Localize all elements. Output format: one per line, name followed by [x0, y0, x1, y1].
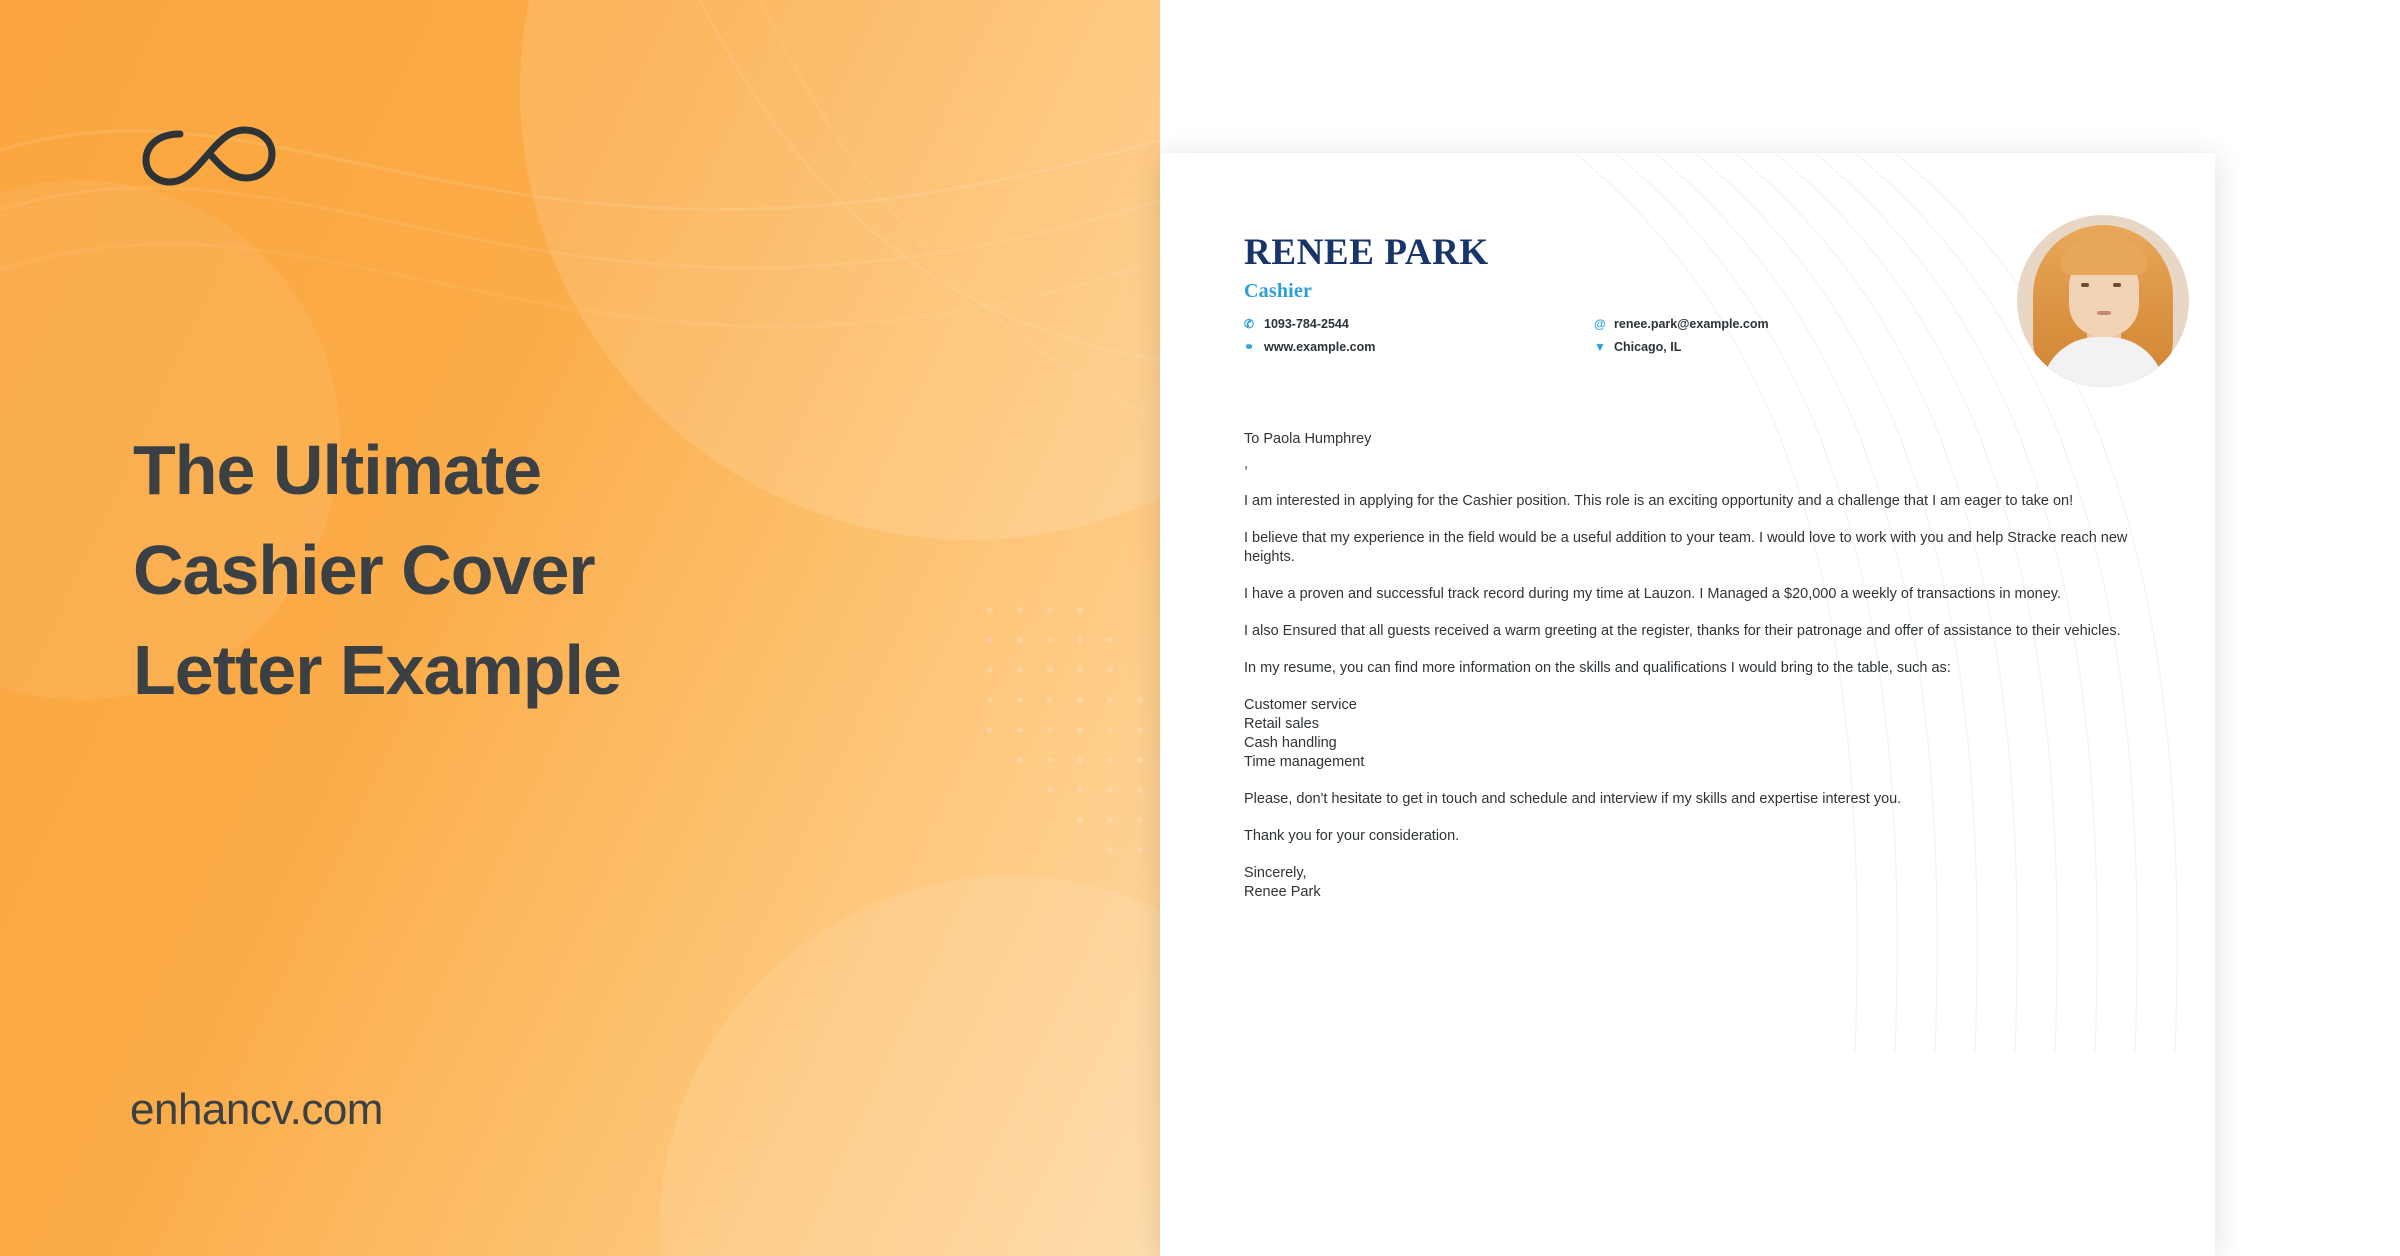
promo-panel: [0, 0, 1160, 1256]
salutation-comma: ,: [1244, 456, 1249, 472]
candidate-role: Cashier: [1244, 280, 1313, 302]
location-pin-icon: ▼: [1594, 340, 1606, 354]
headline-line-1: The Ultimate: [133, 431, 542, 509]
page-title: [133, 420, 893, 720]
closing-paragraph-2: Thank you for your consideration.: [1244, 828, 1460, 844]
closing-paragraph-1: Please, don't hesitate to get in touch and schedule and interview if my skills and expertise interest you.: [1244, 791, 1902, 807]
skill-item: Retail sales: [1244, 716, 1319, 732]
dot-grid-pattern: [980, 600, 1160, 1020]
salutation: To Paola Humphrey: [1244, 431, 1372, 447]
email-icon: @: [1594, 317, 1606, 331]
letter-body: [1244, 430, 2134, 902]
infinity-heart-logo-icon: [136, 120, 286, 190]
contact-email-value: renee.park@example.com: [1614, 317, 1769, 331]
candidate-name: RENEE PARK: [1244, 232, 1489, 273]
link-icon: ⚭: [1244, 340, 1255, 354]
letter-content: [1244, 232, 2134, 902]
skills-list: [1244, 696, 2134, 772]
paragraph-1: I am interested in applying for the Cashier position. This role is an exciting opportunity and a challenge that I am eager to take on!: [1244, 493, 2074, 509]
phone-icon: ✆: [1244, 317, 1255, 331]
skill-item: Cash handling: [1244, 735, 1337, 751]
paragraph-4: I also Ensured that all guests received a warm greeting at the register, thanks for their patronage and offer of assistance to their vehicles.: [1244, 623, 2121, 639]
signature-name: Renee Park: [1244, 884, 1321, 900]
paragraph-3: I have a proven and successful track record during my time at Lauzon. I Managed a $20,000 a weekly of transactions in money.: [1244, 586, 2062, 602]
cover-letter-document: [1160, 153, 2215, 1256]
contact-phone[interactable]: [1244, 317, 1594, 331]
contact-email[interactable]: [1594, 317, 1864, 331]
contact-phone-value: 1093-784-2544: [1264, 317, 1349, 331]
contact-location[interactable]: [1594, 340, 1864, 354]
contact-details: [1244, 317, 1864, 354]
headline-line-2: Cashier Cover: [133, 531, 595, 609]
signoff: Sincerely,: [1244, 865, 1307, 881]
headline-line-3: Letter Example: [133, 631, 621, 709]
paragraph-2: I believe that my experience in the field would be a useful addition to your team. I would love to work with you and help Stracke reach new heights.: [1244, 530, 2128, 565]
paragraph-5: In my resume, you can find more information on the skills and qualifications I would bring to the table, such as:: [1244, 660, 1951, 676]
contact-location-value: Chicago, IL: [1614, 340, 1682, 354]
skill-item: Time management: [1244, 754, 1365, 770]
contact-website-value: www.example.com: [1264, 340, 1376, 354]
website-label: enhancv.com: [130, 1085, 383, 1134]
contact-website[interactable]: [1244, 340, 1594, 354]
skill-item: Customer service: [1244, 697, 1357, 713]
